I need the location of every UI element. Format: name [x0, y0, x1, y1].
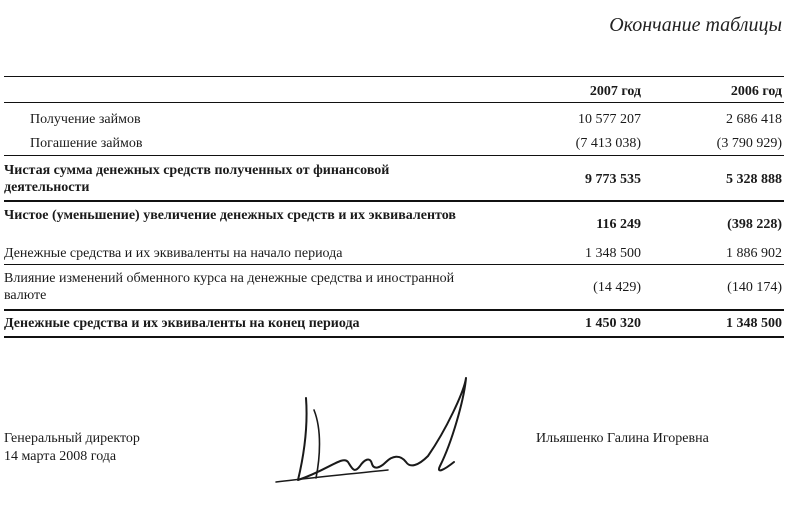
table-row-total	[4, 162, 784, 196]
row-value-2007: 116 249	[596, 217, 641, 232]
row-value-2007: 1 348 500	[585, 246, 641, 261]
row-rule	[4, 264, 784, 265]
row-label: Чистое (уменьшение) увеличение денежных средств и их эквивалентов	[4, 208, 456, 223]
table-top-rule	[4, 76, 784, 77]
signatory-position: Генеральный директор	[4, 431, 140, 446]
row-label: Влияние изменений обменного курса на денежные средства и иностранной валюте	[4, 271, 455, 303]
row-value-2006: (3 790 929)	[716, 136, 782, 151]
signature-date: 14 марта 2008 года	[4, 449, 117, 464]
row-label: Денежные средства и их эквиваленты на конец периода	[4, 316, 360, 331]
section-rule	[4, 309, 784, 311]
table-continuation-caption: Окончание таблицы	[609, 14, 782, 36]
row-value-2006: 5 328 888	[726, 172, 782, 187]
table-row	[4, 270, 784, 304]
row-value-2006: 1 886 902	[726, 246, 782, 261]
header-2007: 2007 год	[589, 84, 641, 99]
row-value-2006: 1 348 500	[726, 316, 782, 331]
handwritten-signature	[268, 370, 488, 500]
table-row-total	[4, 207, 784, 241]
section-rule	[4, 200, 784, 202]
row-label: Денежные средства и их эквиваленты на начало периода	[4, 246, 343, 261]
row-value-2006: (140 174)	[727, 280, 782, 295]
row-value-2007: (14 429)	[593, 280, 641, 295]
row-label: Получение займов	[30, 112, 141, 127]
row-value-2007: 10 577 207	[578, 112, 641, 127]
row-label: Погашение займов	[30, 136, 143, 151]
header-2006: 2006 год	[730, 84, 782, 99]
row-value-2007: 9 773 535	[585, 172, 641, 187]
signatory-name: Ильяшенко Галина Игоревна	[536, 431, 709, 446]
row-rule	[4, 155, 784, 156]
row-value-2007: (7 413 038)	[575, 136, 641, 151]
row-label: Чистая сумма денежных средств полученных от финансовой деятельности	[4, 163, 390, 195]
table-bottom-rule	[4, 336, 784, 338]
row-value-2006: 2 686 418	[726, 112, 782, 127]
header-rule	[4, 102, 784, 103]
row-value-2007: 1 450 320	[585, 316, 641, 331]
row-value-2006: (398 228)	[727, 217, 782, 232]
